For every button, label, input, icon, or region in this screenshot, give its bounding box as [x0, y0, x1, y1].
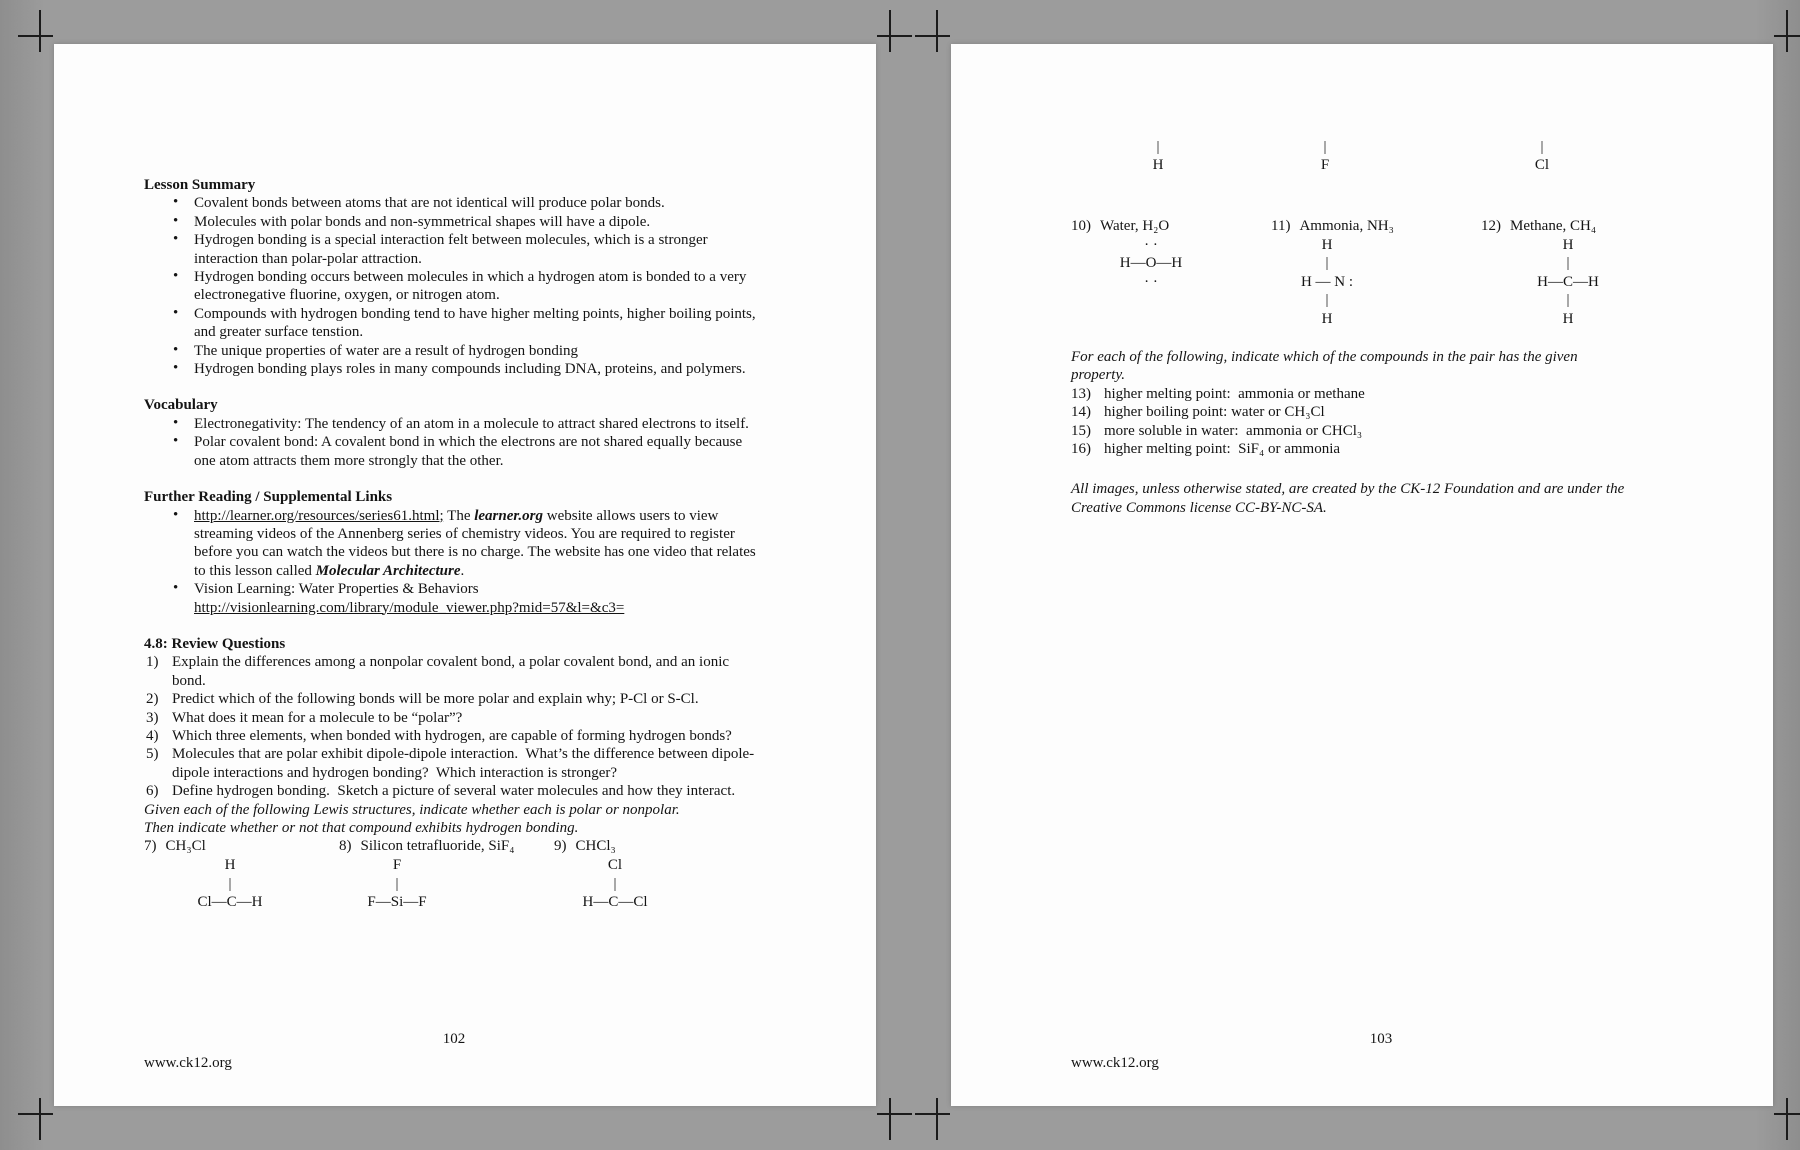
- list-item: [144, 507, 764, 581]
- lewis-instructions: [144, 801, 764, 838]
- structure-line: |: [1156, 139, 1160, 155]
- structure-line: |: [228, 875, 232, 892]
- crop-mark: [936, 1098, 938, 1140]
- item-formula: Methane, CH₄: [1510, 218, 1597, 234]
- review-question-4: [144, 727, 764, 745]
- text-run-bold-italic: Molecular Architecture: [315, 562, 461, 579]
- structure-line: |: [1323, 139, 1327, 155]
- item-formula: Water, H₂O: [1100, 218, 1170, 234]
- question-number: 16): [1071, 441, 1091, 458]
- page-102-content: [54, 44, 764, 912]
- structure-continuation-sif4: [1270, 138, 1380, 175]
- further-reading-list: [144, 507, 764, 617]
- lewis-structure-chcl3: [560, 856, 670, 911]
- lewis-structure-ch3cl: [175, 856, 285, 911]
- structure-line: Cl—C—H: [197, 894, 263, 911]
- structure-continuation-ch3cl: [1103, 138, 1213, 175]
- page-number: 102: [442, 1031, 466, 1047]
- heading-further-reading: Further Reading / Supplemental Links: [144, 489, 393, 506]
- lewis-structure-water: [1096, 236, 1206, 291]
- learner-org-link[interactable]: http://learner.org/resources/series61.html;: [194, 507, 444, 524]
- text-line: For each of the following, indicate which of the compounds in the pair has the given: [1071, 349, 1578, 365]
- list-item: • Hydrogen bonding is a special interaction felt between molecules, which is a stronger interaction than polar-polar attraction.: [144, 231, 764, 268]
- question-number: 13): [1071, 385, 1091, 402]
- structure-line: |: [1325, 292, 1329, 309]
- crop-mark: [1774, 35, 1800, 37]
- structure-line: |: [395, 875, 399, 892]
- structure-line: H: [1152, 157, 1164, 174]
- lewis-structure-sif4: [342, 856, 452, 911]
- structure-line: H: [1562, 237, 1574, 253]
- text-run: website allows users to view streaming videos of the Annenberg series of chemistry videos. You are required to register before you can watch the videos but there is no charge. The website has one video that relates to this lesson called: [194, 507, 756, 579]
- crop-mark: [1774, 1113, 1800, 1115]
- text-line: Creative Commons license CC-BY-NC-SA.: [1071, 499, 1327, 516]
- heading-vocabulary: Vocabulary: [144, 397, 218, 414]
- structure-line: · ·: [1144, 237, 1158, 253]
- structure-line: H: [224, 857, 236, 874]
- question-number: 4): [146, 727, 159, 744]
- question-text: more soluble in water: ammonia or CHCl₃: [1104, 422, 1363, 439]
- lewis-item-label-8: [339, 837, 514, 855]
- review-question-2: [144, 690, 764, 708]
- text-line: [194, 599, 764, 617]
- item-number: 7): [144, 838, 157, 855]
- lewis-item-label-9: [554, 837, 616, 855]
- list-item: • Polar covalent bond: A covalent bond in which the electrons are not shared equally because one atom attracts them more strongly that the other.: [144, 433, 764, 470]
- structure-line: H: [1321, 237, 1333, 253]
- question-text: Define hydrogen bonding. Sketch a picture of several water molecules and how they interact.: [172, 783, 736, 800]
- question-number: 1): [146, 654, 159, 671]
- review-question-5: [144, 745, 764, 782]
- crop-mark: [889, 10, 891, 52]
- review-question-1: [144, 653, 764, 690]
- lewis-structures-row: [144, 856, 764, 912]
- review-question-15: [1071, 422, 1691, 440]
- page-103: [951, 44, 1773, 1106]
- question-number: 14): [1071, 404, 1091, 421]
- structure-line: |: [1540, 139, 1544, 155]
- text-run: .: [460, 562, 465, 579]
- structure-line: H: [1562, 310, 1574, 327]
- crop-mark: [39, 1098, 41, 1140]
- lewis-labels-row: [144, 837, 764, 856]
- list-item: • Electronegativity: The tendency of an atom in a molecule to attract shared electrons to itself.: [144, 415, 764, 433]
- lewis-structure-ammonia: [1272, 236, 1382, 328]
- footer-url: www.ck12.org: [1071, 1055, 1159, 1071]
- question-text: Explain the differences among a nonpolar covalent bond, a polar covalent bond, and an ionic bond.: [172, 654, 733, 689]
- page-number: 103: [1369, 1031, 1393, 1047]
- list-item: • Covalent bonds between atoms that are not identical will produce polar bonds.: [144, 194, 764, 212]
- license-note: [1071, 480, 1691, 517]
- crop-mark: [877, 1113, 912, 1115]
- item-number: 8): [339, 838, 352, 855]
- question-text: Which three elements, when bonded with hydrogen, are capable of forming hydrogen bonds?: [172, 727, 732, 744]
- structure-line: Cl: [607, 857, 623, 874]
- item-formula: Silicon tetrafluoride, SiF₄: [360, 838, 515, 855]
- structure-line: H—C—H: [1537, 273, 1599, 290]
- vocabulary-list: [144, 415, 764, 470]
- structure-line: |: [1566, 255, 1570, 272]
- question-text: higher melting point: ammonia or methane: [1104, 385, 1365, 402]
- crop-mark: [936, 10, 938, 52]
- structure-continuation-chcl3: [1487, 138, 1597, 175]
- lewis-structure-continuations: [1071, 138, 1691, 175]
- footer-url: www.ck12.org: [144, 1055, 232, 1071]
- text-run: The: [443, 507, 475, 524]
- list-item: • Hydrogen bonding occurs between molecules in which a hydrogen atom is bonded to a very electronegative fluorine, oxygen, or nitrogen atom.: [144, 268, 764, 305]
- structure-line: H—O—H: [1119, 255, 1183, 272]
- item-formula: Ammonia, NH₃: [1299, 218, 1394, 234]
- list-item: • The unique properties of water are a result of hydrogen bonding: [144, 342, 764, 360]
- lewis-item-label-11: [1271, 217, 1394, 235]
- review-question-6: [144, 782, 764, 800]
- structure-line: H — N :: [1300, 273, 1354, 290]
- structure-line: F—Si—F: [367, 894, 427, 911]
- lewis-item-label-10: [1071, 217, 1169, 235]
- item-formula: CHCl₃: [575, 838, 616, 855]
- question-text: Predict which of the following bonds will be more polar and explain why; P-Cl or S-Cl.: [172, 691, 699, 708]
- lesson-summary-list: [144, 194, 764, 378]
- text-line: All images, unless otherwise stated, are created by the CK-12 Foundation and are under the: [1071, 481, 1625, 498]
- question-text: higher boiling point: water or CH₃Cl: [1104, 404, 1325, 421]
- text-line: Given each of the following Lewis structures, indicate whether each is polar or nonpolar.: [144, 801, 680, 818]
- text-line: Then indicate whether or not that compound exhibits hydrogen bonding.: [144, 820, 579, 836]
- crop-mark: [877, 35, 912, 37]
- review-question-14: [1071, 403, 1691, 421]
- structure-line: · ·: [1144, 273, 1158, 290]
- text-line: • Vision Learning: Water Properties & Behaviors: [194, 581, 479, 598]
- item-number: 10): [1071, 218, 1091, 234]
- heading-lesson-summary: Lesson Summary: [144, 177, 256, 193]
- structure-line: F: [392, 857, 402, 874]
- lewis-structure-methane: [1513, 236, 1623, 328]
- crop-mark: [1786, 10, 1788, 52]
- question-text: What does it mean for a molecule to be “polar”?: [172, 709, 463, 726]
- lewis-item-label-7: [144, 837, 206, 855]
- structure-line: H: [1321, 310, 1333, 327]
- lewis-labels-row: [1071, 217, 1691, 236]
- item-number: 11): [1271, 218, 1291, 234]
- page-102: [54, 44, 876, 1106]
- item-formula: CH₃Cl: [165, 838, 206, 855]
- lewis-item-label-12: [1481, 217, 1596, 235]
- crop-mark: [18, 35, 53, 37]
- text-run-bold-italic: learner.org: [474, 507, 543, 524]
- structure-line: Cl: [1534, 157, 1550, 174]
- page-103-content: [951, 44, 1691, 517]
- pair-property-instructions: [1071, 348, 1691, 385]
- structure-line: |: [613, 875, 617, 892]
- crop-mark: [915, 35, 950, 37]
- text-line: property.: [1071, 367, 1126, 384]
- question-number: 6): [146, 783, 159, 800]
- list-item: • Hydrogen bonding plays roles in many compounds including DNA, proteins, and polymers.: [144, 360, 764, 378]
- structure-line: F: [1320, 157, 1330, 174]
- question-number: 15): [1071, 422, 1091, 439]
- question-text: higher melting point: SiF₄ or ammonia: [1104, 441, 1341, 458]
- review-question-16: [1071, 440, 1691, 458]
- structure-line: |: [1325, 255, 1329, 272]
- heading-review-questions: 4.8: Review Questions: [144, 635, 286, 652]
- question-number: 3): [146, 709, 159, 726]
- review-question-3: [144, 709, 764, 727]
- review-question-13: [1071, 385, 1691, 403]
- crop-mark: [18, 1113, 53, 1115]
- list-item: • Compounds with hydrogen bonding tend to have higher melting points, higher boiling points, and greater surface tenstion.: [144, 305, 764, 342]
- crop-mark: [1786, 1098, 1788, 1140]
- visionlearning-link[interactable]: http://visionlearning.com/library/module_viewer.php?mid=57&l=&c3=: [194, 599, 625, 616]
- question-number: 2): [146, 691, 159, 708]
- item-number: 12): [1481, 218, 1501, 234]
- crop-mark: [39, 10, 41, 52]
- crop-mark: [915, 1113, 950, 1115]
- list-item: [144, 580, 764, 617]
- item-number: 9): [554, 838, 567, 855]
- question-text: Molecules that are polar exhibit dipole-dipole interaction. What’s the difference between dipole-dipole interactions and hydrogen bonding? Which interaction is stronger?: [172, 746, 755, 781]
- crop-mark: [889, 1098, 891, 1140]
- question-number: 5): [146, 746, 159, 763]
- structure-line: H—C—Cl: [582, 894, 648, 911]
- list-item: • Molecules with polar bonds and non-symmetrical shapes will have a dipole.: [144, 213, 764, 231]
- lewis-structures-row: [1071, 236, 1691, 329]
- structure-line: |: [1566, 292, 1570, 309]
